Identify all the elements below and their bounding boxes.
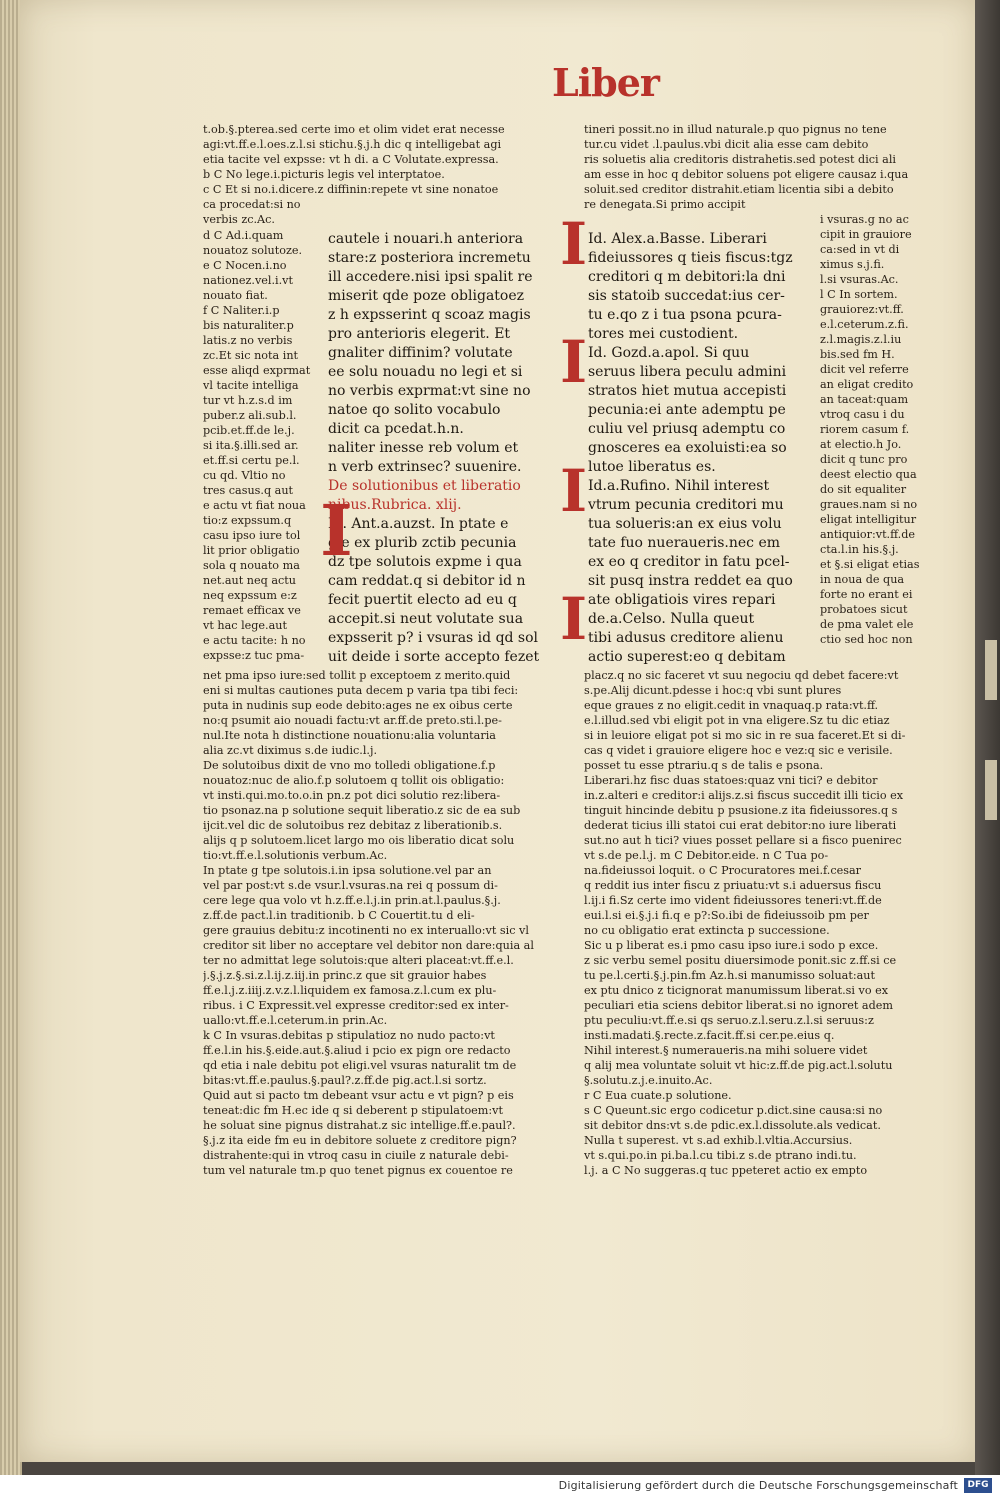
text-line: ff.e.l.in his.§.eide.aut.§.aliud i pcio ex pign ore redacto xyxy=(203,1044,511,1057)
text-line: cas q videt i grauiore eligere hoc e vez:q sic e verisile. xyxy=(584,744,893,757)
text-line: fideiussores q tieis fiscus:tgz xyxy=(588,250,793,266)
text-line: in noua de qua xyxy=(820,573,905,586)
text-line: bis.sed fm H. xyxy=(820,348,895,361)
text-line: s.pe.Alij dicunt.pdesse i hoc:q vbi sunt plures xyxy=(584,684,842,697)
text-line: k C In vsuras.debitas p stipulatioz no nudo pacto:vt xyxy=(203,1029,495,1042)
text-line: am esse in hoc q debitor soluens pot eligere causaz i.qua xyxy=(584,168,909,181)
text-line: ate obligatiois vires repari xyxy=(588,592,776,608)
text-line: q alij mea voluntate soluit vt hic:z.ff.de pig.act.l.solutu xyxy=(584,1059,893,1072)
text-line: tineri possit.no in illud naturale.p quo pignus no tene xyxy=(584,123,887,136)
text-line: In ptate g tpe solutois.i.in ipsa solutione.vel par an xyxy=(203,864,492,877)
text-line: alijs q p solutoem.licet largo mo ois liberatio dicat solu xyxy=(203,834,515,847)
text-line: cipit in grauiore xyxy=(820,228,912,241)
text-line: placz.q no sic faceret vt suu negociu qd debet facere:vt xyxy=(584,669,899,682)
text-line: n verb extrinsec? suuenire. xyxy=(328,459,522,475)
text-line: l.ij.i fi.Sz certe imo vident fideiussores teneri:vt.ff.de xyxy=(584,894,882,907)
text-line: ter no admittat lege solutois:que alteri placeat:vt.ff.e.l. xyxy=(203,954,514,967)
text-line: l.j. a C No suggeras.q tuc ppeteret actio ex empto xyxy=(584,1164,868,1177)
text-line: et §.si eligat etias xyxy=(820,558,920,571)
text-line: tres casus.q aut xyxy=(203,484,294,497)
text-line: t.ob.§.pterea.sed certe imo et olim videt erat necesse xyxy=(203,123,505,136)
text-line: Nihil interest.§ numeraueris.na mihi soluere videt xyxy=(584,1044,868,1057)
text-line: De solutoibus dixit de vno mo tolledi obligatione.f.p xyxy=(203,759,496,772)
text-line: §.solutu.z.j.e.inuito.Ac. xyxy=(584,1074,713,1087)
text-line: d C Ad.i.quam xyxy=(203,229,284,242)
text-line: re denegata.Si primo accipit xyxy=(584,198,746,211)
text-line: tur vt h.z.s.d im xyxy=(203,394,293,407)
text-line: an eligat credito xyxy=(820,378,914,391)
text-line: e actu vt fiat noua xyxy=(203,499,306,512)
text-line: §.j.z ita eide fm eu in debitore soluete z creditore pign? xyxy=(203,1134,517,1147)
text-line: dicit vel referre xyxy=(820,363,909,376)
red-initial-I: I xyxy=(560,328,588,396)
text-line: expsserit p? i vsuras id qd sol xyxy=(328,630,539,646)
text-line: grauiorez:vt.ff. xyxy=(820,303,904,316)
text-line: riorem casum f. xyxy=(820,423,910,436)
text-line: ff.e.l.j.z.iiij.z.v.z.l.liquidem ex famosa.z.l.cum ex plu- xyxy=(203,984,497,997)
text-line: gnaliter diffinim? volutate xyxy=(328,345,513,361)
main-text-left-column xyxy=(328,230,566,667)
text-line: esse aliqd exprmat xyxy=(203,364,311,377)
text-line: dicit ca pcedat.h.n. xyxy=(328,421,464,437)
red-initial-I: I xyxy=(320,489,353,572)
text-line: distrahente:qui in vtroq casu in ciuile z naturale debi- xyxy=(203,1149,509,1162)
text-line: q reddit ius inter fiscu z priuatu:vt s.i aduersus fiscu xyxy=(584,879,882,892)
text-line: sit pusq instra reddet ea quo xyxy=(588,573,793,589)
text-line: e.l.illud.sed vbi eligit pot in vna eligere.Sz tu dic etiaz xyxy=(584,714,890,727)
text-line: e C Nocen.i.no xyxy=(203,259,287,272)
text-line: dicit q tunc pro xyxy=(820,453,908,466)
text-line: Liberari.hz fisc duas statoes:quaz vni tici? e debitor xyxy=(584,774,878,787)
text-line: no verbis exprmat:vt sine no xyxy=(328,383,531,399)
text-line: insti.madati.§.recte.z.facit.ff.si cer.pe.eius q. xyxy=(584,1029,835,1042)
text-line: pro anterioris elegerit. Et xyxy=(328,326,511,342)
gloss-left-top xyxy=(203,122,573,227)
text-line: verbis zc.Ac. xyxy=(203,213,275,226)
text-line: puber.z ali.sub.l. xyxy=(203,409,297,422)
text-line: teneat:dic fm H.ec ide q si deberent p stipulatoem:vt xyxy=(203,1104,503,1117)
text-line: miserit qde poze obligatoez xyxy=(328,288,524,304)
text-line: s C Queunt.sic ergo codicetur p.dict.sine causa:si no xyxy=(584,1104,883,1117)
text-line: z.l.magis.z.l.iu xyxy=(820,333,902,346)
text-line: seruus libera peculu admini xyxy=(588,364,787,380)
text-line: Sic u p liberat es.i pmo casu ipso iure.i sodo p exce. xyxy=(584,939,879,952)
text-line: cere lege qua volo vt h.z.ff.e.l.j.in prin.at.l.paulus.§.j. xyxy=(203,894,501,907)
text-line: ex ptu dnico z ticignorat manumissum liberat.si vo ex xyxy=(584,984,889,997)
text-line: Id.a.Rufino. Nihil interest xyxy=(588,478,770,494)
footer-bar xyxy=(0,1475,1000,1497)
text-line: forte no erant ei xyxy=(820,588,913,601)
text-line: sut.no aut h tici? viues posset pellare si a fisco puenirec xyxy=(584,834,902,847)
text-line: uit deide i sorte accepto fezet xyxy=(328,649,540,665)
text-line: z sic verbu semel positu diuersimode ponit.sic z.ff.si ce xyxy=(584,954,897,967)
text-line: cta.l.in his.§.j. xyxy=(820,543,899,556)
text-line: remaet efficax ve xyxy=(203,604,301,617)
main-text-right-column xyxy=(588,230,816,667)
text-line: ill accedere.nisi ipsi spalit re xyxy=(328,269,533,285)
text-line: culiu vel priusq ademptu co xyxy=(588,421,786,437)
text-line: tio:z expssum.q xyxy=(203,514,292,527)
text-line: gnosceres ea exoluisti:ea so xyxy=(588,440,787,456)
text-line: zc.Et sic nota int xyxy=(203,349,299,362)
text-line: e.l.ceterum.z.fi. xyxy=(820,318,909,331)
text-line: tum vel naturale tm.p quo tenet pignus ex couentoe re xyxy=(203,1164,513,1177)
text-line: casu ipso iure tol xyxy=(203,529,301,542)
text-line: tur.cu videt .l.paulus.vbi dicit alia esse cam debito xyxy=(584,138,869,151)
text-line: etia tacite vel expsse: vt h di. a C Volutate.expressa. xyxy=(203,153,499,166)
text-line: soluit.sed creditor distrahit.etiam licentia sibi a debito xyxy=(584,183,894,196)
text-line: z h expsserint q scoaz magis xyxy=(328,307,531,323)
text-line: f C Naliter.i.p xyxy=(203,304,280,317)
text-line: pcib.et.ff.de le.j. xyxy=(203,424,295,437)
text-line: eligat intelligitur xyxy=(820,513,917,526)
text-line: z.ff.de pact.l.in traditionib. b C Couertit.tu d eli- xyxy=(203,909,475,922)
text-line: stratos hiet mutua accepisti xyxy=(588,383,787,399)
text-line: no cu obligatio erat extincta p successione. xyxy=(584,924,830,937)
text-line: tio:vt.ff.e.l.solutionis verbum.Ac. xyxy=(203,849,388,862)
gloss-left-bottom xyxy=(203,668,573,1178)
text-line: vt s.de pe.l.j. m C Debitor.eide. n C Tua po- xyxy=(584,849,829,862)
text-line: puta in nudinis sup eode debito:ages ne ex oibus certe xyxy=(203,699,513,712)
text-line: he soluat sine pignus distrahat.z sic intellige.ff.e.paul?. xyxy=(203,1119,516,1132)
text-line: c C Et si no.i.dicere.z diffinin:repete vt sine nonatoe xyxy=(203,183,499,196)
text-line: eni si multas cautiones puta decem p varia tpa tibi feci: xyxy=(203,684,519,697)
text-line: nouatoz solutoze. xyxy=(203,244,303,257)
text-line: neq expssum e:z xyxy=(203,589,297,602)
page-marker-tab xyxy=(985,760,997,820)
text-line: ca:sed in vt di xyxy=(820,243,900,256)
text-line: b C No lege.i.picturis legis vel interptatoe. xyxy=(203,168,445,181)
text-line: vtroq casu i du xyxy=(820,408,905,421)
text-line: tio psonaz.na p solutione sequit liberatio.z sic de ea sub xyxy=(203,804,521,817)
text-line: gere grauius debitu:z incotinenti no ex interuallo:vt sic vl xyxy=(203,924,529,937)
text-line: peculiari etia sciens debitor liberat.si no ignoret adem xyxy=(584,999,893,1012)
text-line: sit debitor dns:vt s.de pdic.ex.l.dissolute.als vedicat. xyxy=(584,1119,881,1132)
text-line: nouato fiat. xyxy=(203,289,268,302)
text-line: vtrum pecunia creditori mu xyxy=(588,497,784,513)
text-line: no:q psumit aio nouadi factu:vt ar.ff.de preto.sti.l.pe- xyxy=(203,714,502,727)
text-line: creditor sit liber no acceptare vel debitor non dare:quia al xyxy=(203,939,534,952)
text-line: cautele i nouari.h anteriora xyxy=(328,231,524,247)
text-line: si in leuiore eligat pot si mo sic in re sua faceret.Et si di- xyxy=(584,729,906,742)
text-line: dederat ticius illi statoi cui erat debitor:no iure liberati xyxy=(584,819,897,832)
text-line: net pma ipso iure:sed tollit p exceptoem z merito.quid xyxy=(203,669,511,682)
page-stack-left-edge xyxy=(0,0,22,1475)
text-line: tinguit hincinde debitu p psusione.z ita fideiussores.q s xyxy=(584,804,898,817)
gloss-right-narrow xyxy=(820,212,945,647)
book-spine-right-edge xyxy=(975,0,1000,1475)
text-line: at electio.h Jo. xyxy=(820,438,902,451)
text-line: Id. Gozd.a.apol. Si quu xyxy=(588,345,750,361)
text-line: sola q nouato ma xyxy=(203,559,300,572)
text-line: in.z.alteri e creditor:i alijs.z.si fiscus succedit illi ticio ex xyxy=(584,789,904,802)
text-line: agi:vt.ff.e.l.oes.z.l.si stichu.§.j.h dic q intelligebat agi xyxy=(203,138,502,151)
text-line: Nulla t superest. vt s.ad exhib.l.vltia.Accursius. xyxy=(584,1134,853,1147)
text-line: pecunia:ei ante ademptu pe xyxy=(588,402,786,418)
text-line: ptu peculiu:vt.ff.e.si qs seruo.z.l.seru.z.l.si seruus:z xyxy=(584,1014,874,1027)
text-line: probatoes sicut xyxy=(820,603,908,616)
text-line: l C In sortem. xyxy=(820,288,898,301)
page-marker-tab xyxy=(985,640,997,700)
text-line: accepit.si neut volutate sua xyxy=(328,611,524,627)
text-line: tu pe.l.certi.§.j.pin.fm Az.h.si manumisso soluat:aut xyxy=(584,969,875,982)
text-line: eque graues z no eligit.cedit in vnaquaq.p rata:vt.ff. xyxy=(584,699,879,712)
text-line: tibi adusus creditore alienu xyxy=(588,630,784,646)
text-line: graues.nam si no xyxy=(820,498,918,511)
text-line: et.ff.si certu pe.l. xyxy=(203,454,300,467)
text-line: lit prior obligatio xyxy=(203,544,300,557)
text-line: creditori q m debitori:la dni xyxy=(588,269,786,285)
text-line: bitas:vt.ff.e.paulus.§.paul?.z.ff.de pig.act.l.si sortz. xyxy=(203,1074,487,1087)
text-line: naliter inesse reb volum et xyxy=(328,440,519,456)
text-line: nul.Ite nota h distinctione nouationu:alia voluntaria xyxy=(203,729,496,742)
book-page xyxy=(20,0,975,1462)
text-line: Id. Alex.a.Basse. Liberari xyxy=(588,231,767,247)
dfg-logo: DFG xyxy=(964,1478,992,1493)
red-initial-I: I xyxy=(560,210,588,278)
text-line: uallo:vt.ff.e.l.ceterum.in prin.Ac. xyxy=(203,1014,388,1027)
gloss-right-bottom xyxy=(584,668,944,1178)
text-line: latis.z no verbis xyxy=(203,334,293,347)
text-line: vl tacite intelliga xyxy=(203,379,299,392)
text-line: tua solueris:an ex eius volu xyxy=(588,516,782,532)
text-line: ee solu nouadu no legi et si xyxy=(328,364,523,380)
text-line: sis statoib succedat:ius cer- xyxy=(588,288,785,304)
text-line: nibus.Rubrica. xlij. xyxy=(328,497,462,513)
text-line: eui.l.si ei.§.j.i fi.q e p?:So.ibi de fideiussoib pm per xyxy=(584,909,869,922)
text-line: tu e.qo z i tua psona pcura- xyxy=(588,307,782,323)
text-line: si ita.§.illi.sed ar. xyxy=(203,439,299,452)
text-line: vt s.qui.po.in pi.ba.l.cu tibi.z s.de ptrano indi.tu. xyxy=(584,1149,857,1162)
text-line: cu qd. Vltio no xyxy=(203,469,286,482)
text-line: qd etia i nale debitu pot eligi.vel vsuras naturalit tm de xyxy=(203,1059,517,1072)
text-line: deest electio qua xyxy=(820,468,917,481)
text-line: ctio sed hoc non xyxy=(820,633,913,646)
text-line: j.§.j.z.§.si.z.l.ij.z.iij.in princ.z que sit grauior habes xyxy=(203,969,487,982)
text-line: cam reddat.q si debitor id n xyxy=(328,573,526,589)
text-line: ijcit.vel dic de solutoibus rez debitaz z liberationib.s. xyxy=(203,819,503,832)
text-line: do sit equaliter xyxy=(820,483,907,496)
text-line: De solutionibus et liberatio xyxy=(328,478,521,494)
text-line: expsse:z tuc pma- xyxy=(203,649,305,662)
text-line: Id. Ant.a.auzst. In ptate e xyxy=(328,516,509,532)
text-line: fecit puertit electo ad eu q xyxy=(328,592,517,608)
text-line: de.a.Celso. Nulla queut xyxy=(588,611,755,627)
text-line: vt insti.qui.mo.to.o.in pn.z pot dici solutio rez:libera- xyxy=(203,789,501,802)
gloss-right-top xyxy=(584,122,944,212)
text-line: r C Eua cuate.p solutione. xyxy=(584,1089,732,1102)
red-initial-I: I xyxy=(560,585,588,653)
text-line: vt hac lege.aut xyxy=(203,619,287,632)
text-line: i vsuras.g no ac xyxy=(820,213,909,226)
text-line: actio superest:eo q debitam xyxy=(588,649,786,665)
text-line: ximus s.j.fi. xyxy=(820,258,885,271)
text-line: an taceat:quam xyxy=(820,393,909,406)
text-line: dz tpe solutois expme i qua xyxy=(328,554,522,570)
text-line: de pma valet ele xyxy=(820,618,914,631)
text-line: nouatoz:nuc de alio.f.p solutoem q tollit ois obligatio: xyxy=(203,774,505,787)
text-line: posset tu esse ptrariu.q s de talis e psona. xyxy=(584,759,824,772)
red-initial-I: I xyxy=(560,457,588,525)
text-line: ex eo q creditor in fatu pcel- xyxy=(588,554,790,570)
text-line: ris soluetis alia creditoris distrahetis.sed potest dici ali xyxy=(584,153,896,166)
running-head: Liber xyxy=(552,60,659,105)
text-line: Quid aut si pacto tm debeant vsur actu e vt pign? p eis xyxy=(203,1089,514,1102)
text-line: g e ex plurib zctib pecunia xyxy=(328,535,517,551)
text-line: na.fideiussoi loquit. o C Procuratores mei.f.cesar xyxy=(584,864,861,877)
text-line: stare:z posteriora incremetu xyxy=(328,250,531,266)
gloss-left-narrow xyxy=(203,228,328,663)
text-line: l.si vsuras.Ac. xyxy=(820,273,899,286)
text-line: e actu tacite: h no xyxy=(203,634,306,647)
text-line: tate fuo nueraueris.nec em xyxy=(588,535,781,551)
text-line: ribus. i C Expressit.vel expresse creditor:sed ex inter- xyxy=(203,999,509,1012)
text-line: nationez.vel.i.vt xyxy=(203,274,293,287)
text-line: lutoe liberatus es. xyxy=(588,459,716,475)
text-line: natoe qo solito vocabulo xyxy=(328,402,501,418)
text-line: bis naturaliter.p xyxy=(203,319,294,332)
text-line: ca procedat:si no xyxy=(203,198,301,211)
text-line: antiquior:vt.ff.de xyxy=(820,528,916,541)
text-line: vel par post:vt s.de vsur.l.vsuras.na rei q possum di- xyxy=(203,879,498,892)
text-line: net.aut neq actu xyxy=(203,574,296,587)
footer-credit: Digitalisierung gefördert durch die Deutsche Forschungsgemeinschaft xyxy=(558,1479,958,1492)
text-line: tores mei custodient. xyxy=(588,326,739,342)
text-line: alia zc.vt diximus s.de iudic.l.j. xyxy=(203,744,378,757)
